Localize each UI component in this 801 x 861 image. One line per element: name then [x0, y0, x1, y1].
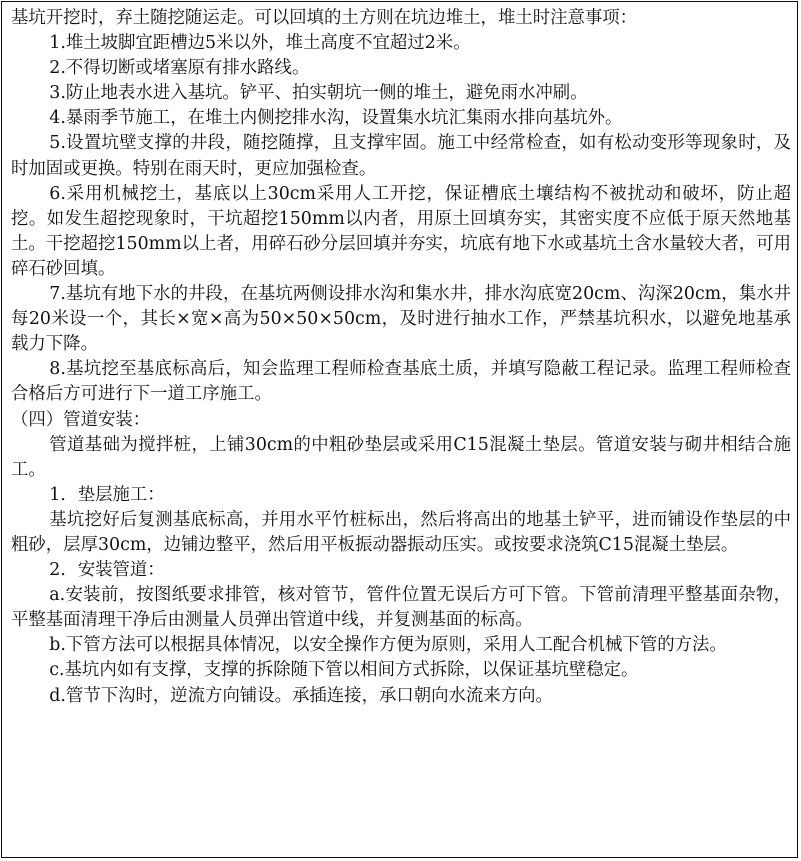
subheading-1-paragraph: 基坑挖好后复测基底标高，并用水平竹桩标出，然后将高出的地基土铲平，进而铺设作垫层的中粗砂，层厚30cm，边铺边整平，然后用平板振动器振动压实。或按要求浇筑C15混凝土垫层。 — [11, 509, 791, 555]
document-page — [1, 1, 798, 858]
step-b-paragraph: b.下管方法可以根据具体情况，以安全操作方便为原则，采用人工配合机械下管的方法。 — [49, 635, 727, 656]
list-item-5: 5.设置坑壁支撑的井段，随挖随撑，且支撑牢固。施工中经常检查，如有松动变形等现象时，及时加固或更换。特别在雨天时，更应加强检查。 — [11, 133, 791, 179]
step-c-paragraph: c.基坑内如有支撑，支撑的拆除随下管以相间方式拆除，以保证基坑壁稳定。 — [49, 660, 639, 681]
subheading-2: 2．安装管道： — [49, 560, 165, 581]
list-item-6: 6.采用机械挖土，基底以上30cm采用人工开挖，保证槽底土壤结构不被扰动和破坏，防止超挖。如发生超挖现象时，干坑超挖150mm以内者，用原土回填夯实，其密实度不应低于原天然地基土。干挖超挖150mm以上者，用碎石砂分层回填并夯实，坑底有地下水或基坑土含水量较大者，可用碎石砂回填。 — [11, 183, 791, 279]
list-item-2: 2.不得切断或堵塞原有排水路线。 — [49, 58, 310, 79]
step-d-paragraph: d.管节下沟时，逆流方向铺设。承插连接，承口朝向水流来方向。 — [49, 685, 553, 706]
section-heading: （四）管道安装： — [11, 409, 151, 430]
subheading-1: 1．垫层施工： — [49, 484, 165, 505]
list-item-8: 8.基坑挖至基底标高后，知会监理工程师检查基底土质，并填写隐蔽工程记录。监理工程师检查合格后方可进行下一道工序施工。 — [11, 359, 791, 405]
step-a-paragraph: a.安装前，按图纸要求排管，核对管节，管件位置无误后方可下管。下管前清理平整基面杂物，平整基面清理干净后由测量人员弹出管道中线，并复测基面的标高。 — [11, 585, 791, 631]
list-item-1: 1.堆土坡脚宜距槽边5米以外，堆土高度不宜超过2米。 — [49, 33, 471, 54]
list-item-4: 4.暴雨季节施工，在堆土内侧挖排水沟，设置集水坑汇集雨水排向基坑外。 — [49, 108, 623, 129]
section-paragraph: 管道基础为搅拌桩，上铺30cm的中粗砂垫层或采用C15混凝土垫层。管道安装与砌井相结合施工。 — [11, 434, 791, 480]
list-item-7: 7.基坑有地下水的井段，在基坑两侧设排水沟和集水井，排水沟底宽20cm、沟深20cm，集水井每20米设一个，其长×宽×高为50×50×50cm，及时进行抽水工作，严禁基坑积水，以避免地基承载力下降。 — [11, 284, 791, 355]
list-item-3: 3.防止地表水进入基坑。铲平、拍实朝坑一侧的堆土，避免雨水冲刷。 — [49, 83, 588, 104]
intro-paragraph: 基坑开挖时，弃土随挖随运走。可以回填的土方则在坑边堆土，堆土时注意事项： — [11, 8, 638, 28]
